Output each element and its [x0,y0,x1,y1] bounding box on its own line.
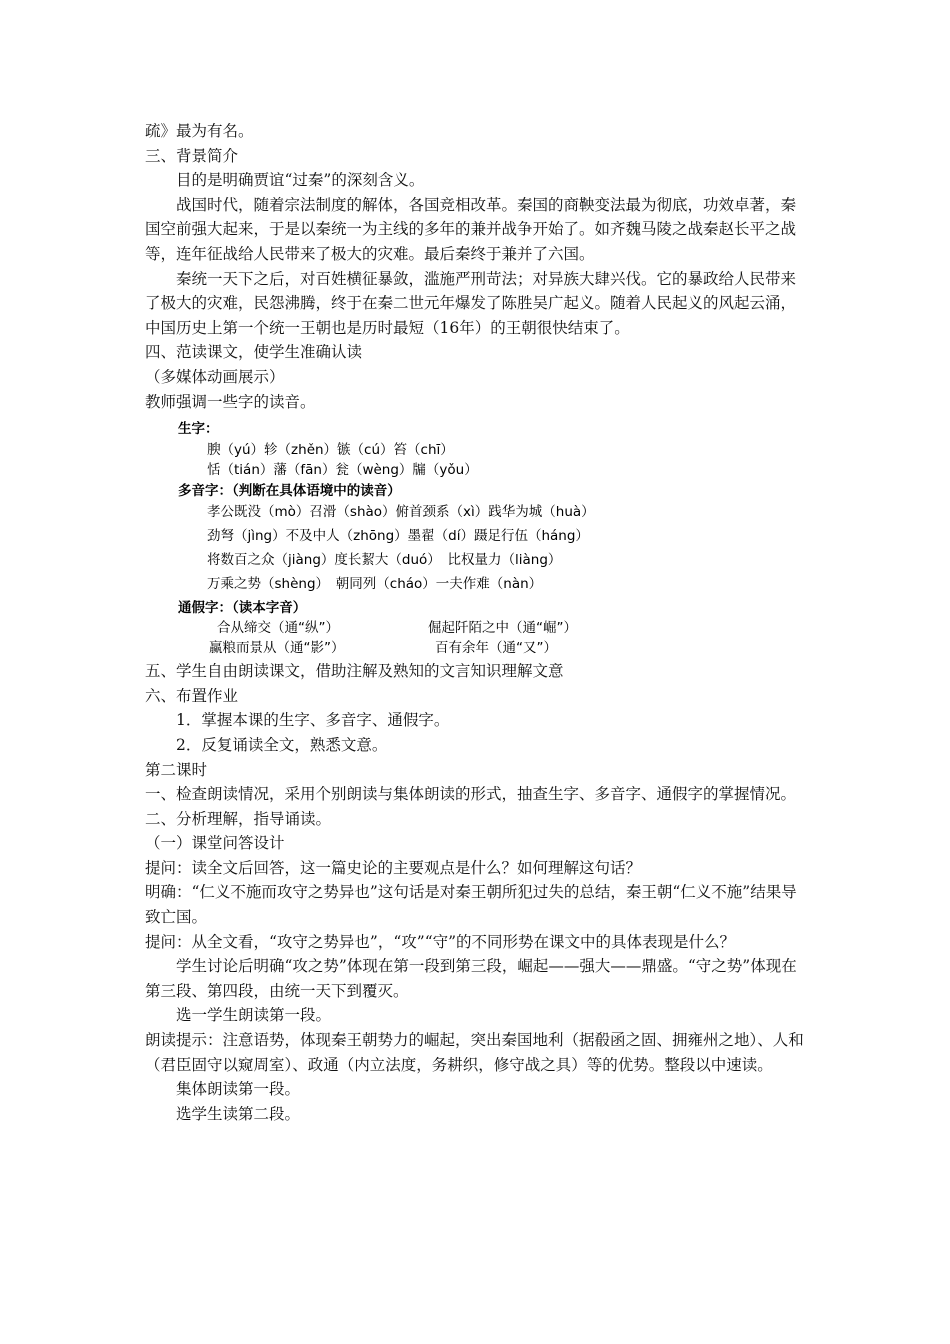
paragraph: 二、分析理解，指导诵读。 [145,809,332,828]
lesson-heading: 第二课时 [145,760,208,779]
tongjia-item: 合从缔交（通“纵”） [217,620,339,637]
paragraph: （一）课堂问答设计 [145,834,285,853]
paragraph: 学生讨论后明确“攻之势”体现在第一段到第三段，崛起——强大——鼎盛。“守之势”体现在第三段、第四段，由统一天下到覆灭。 [145,957,797,1000]
tongjia-item: 倔起阡陌之中（通“崛”） [428,620,577,637]
paragraph: 秦统一天下之后，对百姓横征暴敛，滥施严刑苛法；对异族大肆兴伐。它的暴政给人民带来了极大的灾难，民怨沸腾，终于在秦二世元年爆发了陈胜吴广起义。随着人民起义的风起云涌，中国历史上第一个统一王朝也是历时最短（16年）的王朝很快结束了。 [145,269,797,337]
tongjia-item: 赢粮而景从（通“影”） [209,640,345,657]
section-heading-free-reading: 五、学生自由朗读课文，借助注解及熟知的文言知识理解文意 [145,662,564,681]
paragraph: 集体朗读第一段。 [176,1080,301,1099]
pronunciation-figure [145,417,810,657]
shengzi-row: 腴（yú）轸（zhěn）镞（cú）笞（chī） [207,442,454,459]
section-heading-background: 三、背景简介 [145,146,239,165]
list-item: 1．掌握本课的生字、多音字、通假字。 [176,711,450,730]
duoyin-row: 万乘之势（shèng） 朝同列（cháo）一夫作难（nàn） [207,576,543,593]
paragraph: 朗读提示：注意语势，体现秦王朝势力的崛起，突出秦国地利（据殽函之固、拥雍州之地）、人和（君臣固守以窥周室）、政通（内立法度，务耕织，修守战之具）等的优势。整段以中速读。 [145,1031,804,1074]
paragraph: 明确：“仁义不施而攻守之势异也”这句话是对秦王朝所犯过失的总结，秦王朝“仁义不施”结果导致亡国。 [145,883,797,927]
tongjia-heading: 通假字：（读本字音） [178,600,307,617]
duoyin-heading: 多音字：（判断在具体语境中的读音） [178,483,401,500]
section-heading-homework: 六、布置作业 [145,686,239,705]
paragraph: 目的是明确贾谊“过秦”的深刻含义。 [176,171,425,190]
paragraph: 选学生读第二段。 [176,1104,301,1123]
paragraph: 一、检查朗读情况，采用个别朗读与集体朗读的形式，抽查生字、多音字、通假字的掌握情况。 [145,785,797,804]
duoyin-row: 孝公既没（mò）召滑（shào）俯首颈系（xì）践华为城（huà） [207,504,595,521]
duoyin-row: 劲弩（jìng）不及中人（zhōng）墨翟（dí）蹑足行伍（háng） [207,528,589,545]
duoyin-row: 将数百之众（jiàng）度长絜大（duó） 比权量力（liàng） [207,552,562,569]
shengzi-row: 恬（tián）藩（fān）瓮（wèng）牖（yǒu） [207,462,478,479]
tongjia-item: 百有余年（通“又”） [435,640,557,657]
paragraph: 战国时代，随着宗法制度的解体，各国竞相改革。秦国的商鞅变法最为彻底，功效卓著，秦国空前强大起来，于是以秦统一为主线的多年的兼并战争开始了。如齐魏马陵之战秦赵长平之战等，连年征战给人民带来了极大的灾难。最后秦终于兼并了六国。 [145,195,797,263]
section-heading-reading: 四、范读课文，使学生准确认读 [145,343,363,362]
paragraph: 选一学生朗读第一段。 [176,1006,332,1025]
document-page [145,119,810,1126]
list-item: 2．反复诵读全文，熟悉文意。 [176,735,388,754]
paragraph: 教师强调一些字的读音。 [145,392,316,411]
paragraph: 提问：读全文后回答，这一篇史论的主要观点是什么？如何理解这句话？ [145,858,642,877]
paragraph: 提问：从全文看，“攻守之势异也”，“攻”“守”的不同形势在课文中的具体表现是什么？ [145,932,736,951]
paragraph: （多媒体动画展示） [145,367,285,386]
paragraph: 疏》最为有名。 [145,122,254,140]
shengzi-heading: 生字： [178,421,219,438]
